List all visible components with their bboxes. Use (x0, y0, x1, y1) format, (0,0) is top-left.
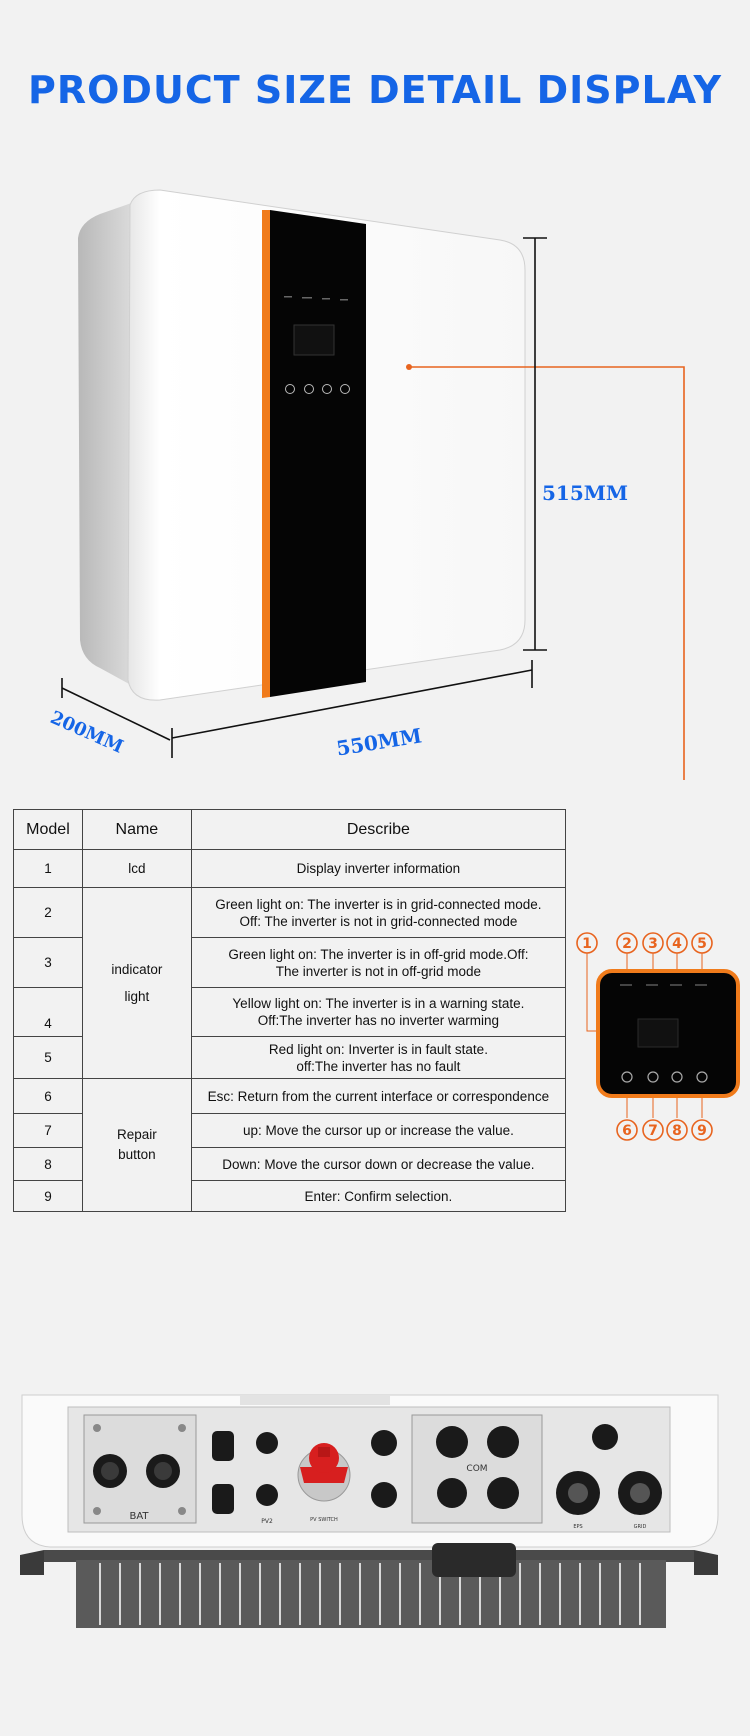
row-name-repair-button: Repair button (82, 1079, 191, 1212)
callout-number: 2 (622, 936, 632, 952)
height-dimension-label: 515MM (542, 481, 629, 505)
callout-number: 4 (672, 936, 682, 952)
port-label-pv2: PV2 (261, 1518, 273, 1525)
table-row (14, 888, 566, 938)
callout-number: 3 (648, 936, 658, 952)
callout-number: 9 (697, 1123, 707, 1139)
inverter-orange-strip (262, 210, 270, 698)
callout-number: 1 (582, 936, 592, 952)
inverter-black-panel (270, 210, 366, 697)
port-label-pv-switch: PV SWITCH (310, 1517, 338, 1523)
row-name: lcd (82, 850, 191, 888)
callout-number: 5 (697, 936, 707, 952)
row-model: 9 (14, 1181, 83, 1212)
row-describe: Down: Move the cursor down or decrease the value. (191, 1148, 565, 1181)
table-row (14, 1079, 566, 1114)
row-name-indicator-light: indicator light (82, 888, 191, 1079)
row-model: 5 (14, 1037, 83, 1079)
row-model: 4 (14, 988, 83, 1037)
header-model: Model (14, 810, 83, 850)
width-dimension-label: 550MM (334, 723, 424, 761)
heatsink (20, 1550, 718, 1628)
table-row (14, 850, 566, 888)
row-model: 6 (14, 1079, 83, 1114)
table-header-row (14, 810, 566, 850)
port-label-com: COM (466, 1464, 488, 1474)
control-panel-callout (570, 930, 740, 1150)
row-describe: Display inverter information (191, 850, 565, 888)
height-dimension-line (523, 238, 547, 650)
header-name: Name (82, 810, 191, 850)
row-model: 2 (14, 888, 83, 938)
port-label-grid: GRID (633, 1524, 647, 1530)
callout-number: 8 (672, 1123, 682, 1139)
callout-number: 6 (622, 1123, 632, 1139)
row-model: 7 (14, 1114, 83, 1148)
callout-numbers-top (577, 933, 712, 953)
row-describe: Enter: Confirm selection. (191, 1181, 565, 1212)
port-label-bat: BAT (129, 1511, 149, 1522)
row-model: 8 (14, 1148, 83, 1181)
row-describe: Green light on: The inverter is in grid-connected mode. Off: The inverter is not in grid-connected mode (191, 888, 565, 938)
panel-lcd (294, 325, 334, 355)
row-describe: up: Move the cursor up or increase the value. (191, 1114, 565, 1148)
row-describe: Red light on: Inverter is in fault state. off:The inverter has no fault (191, 1037, 565, 1079)
inverter-bottom-illustration (0, 1385, 750, 1635)
row-model: 3 (14, 938, 83, 988)
depth-dimension-label: 200MM (47, 707, 127, 758)
callout-number: 7 (648, 1123, 658, 1139)
row-describe: Yellow light on: The inverter is in a warning state. Off:The inverter has no inverter warming (191, 988, 565, 1037)
spec-table (13, 809, 566, 1212)
row-describe: Esc: Return from the current interface or correspondence (191, 1079, 565, 1114)
row-describe: Green light on: The inverter is in off-grid mode.Off: The inverter is not in off-grid mode (191, 938, 565, 988)
page-title: PRODUCT SIZE DETAIL DISPLAY (28, 68, 722, 112)
header-describe: Describe (191, 810, 565, 850)
port-label-eps: EPS (573, 1524, 583, 1530)
callout-lcd (638, 1019, 678, 1047)
inverter-front-illustration (0, 0, 750, 780)
row-model: 1 (14, 850, 83, 888)
